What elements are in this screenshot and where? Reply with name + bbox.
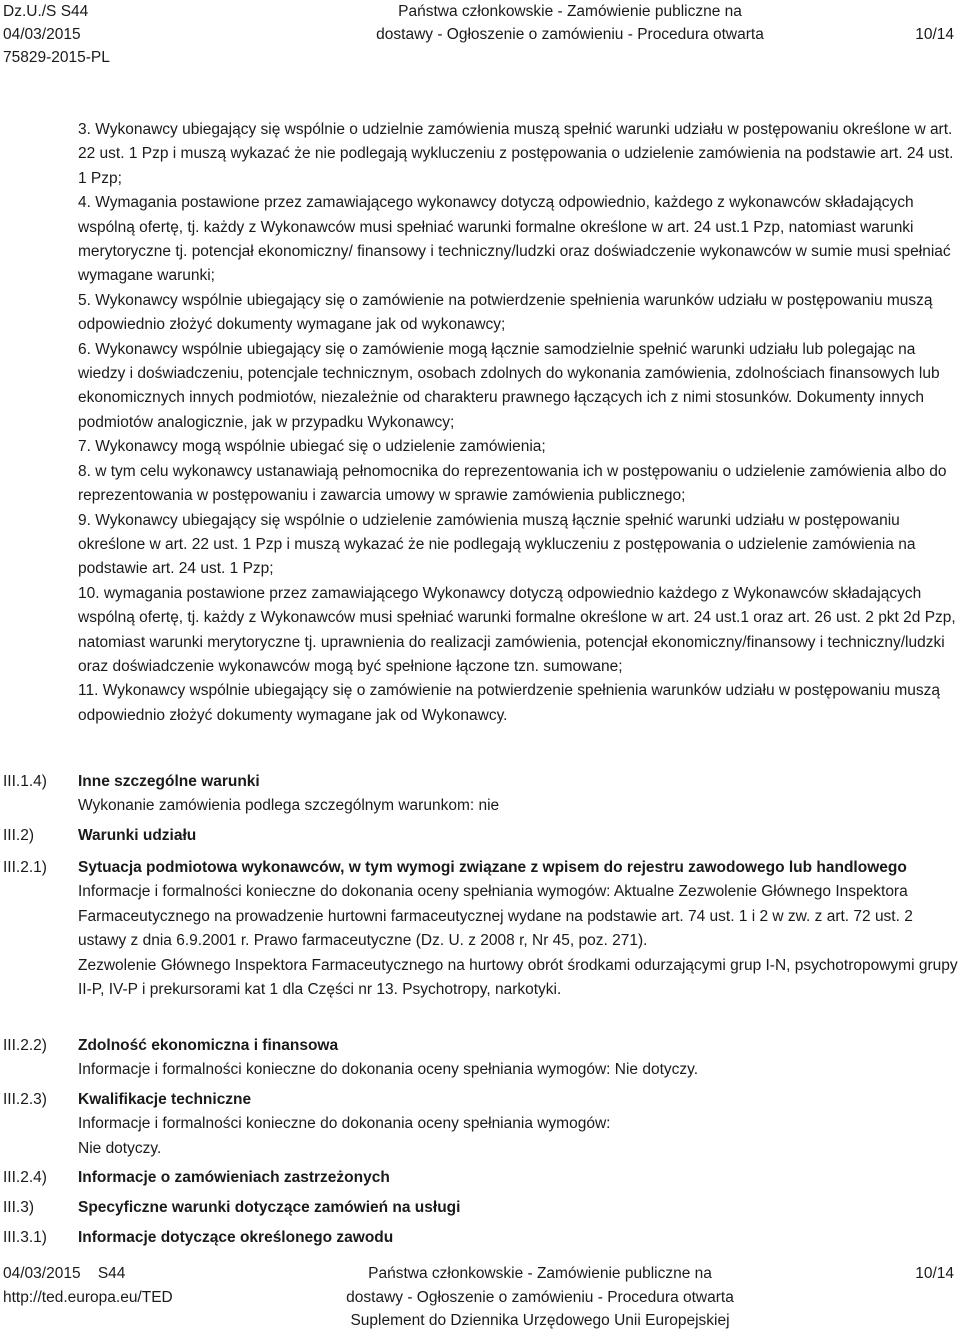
section-title: Kwalifikacje techniczne [78,1091,252,1108]
paragraph-7: 7. Wykonawcy mogą wspólnie ubiegać się o udzielenie zamówienia; [78,438,546,456]
section-personal-situation [78,856,958,1002]
section-text: Nie dotyczy. [78,1139,162,1157]
section-participation-conditions [78,824,958,848]
section-code-iii-2: III.2) [3,827,35,844]
section-text: Wykonanie zamówienia podlega szczególnym warunkom: nie [78,797,500,815]
paragraph-5: 5. Wykonawcy wspólnie ubiegający się o zamówienie na potwierdzenie spełnienia warunków udziału w postępowaniu muszą odpowiednio złożyć dokumenty wymagane jak od wykonawcy; [78,291,933,334]
paragraph-6: 6. Wykonawcy wspólnie ubiegający się o zamówienie mogą łącznie samodzielnie spełnić warunki udziału lub polegając na wiedzy i doświadczeniu, potencjale technicznym, osobach zdolnych do wykonania zamówienia, zdolnościach finansowych lub ekonomicznych innych podmiotów, niezależnie od charakteru prawnego łączących ich z nimi stosunków. Dokumenty innych podmiotów analogicznie, jak w przypadku Wykonawcy; [78,340,940,431]
section-text: Informacje i formalności konieczne do dokonania oceny spełniania wymogów: Aktualne Zezwolenie Głównego Inspektora Farmaceutycznego na prowadzenie hurtowni farmaceutycznej wydane na podstawie art. 74 ust. 1 i 2 w zw. z art. 72 ust. 2 ustawy z dnia 6.9.2001 r. Prawo farmaceutyczne (Dz. U. z 2008 r, Nr 45, poz. 271). [78,883,913,950]
footer-title-line2: dostawy - Ogłoszenie o zamówieniu - Procedura otwarta [346,1288,734,1306]
section-code-iii-3: III.3) [3,1199,35,1216]
footer-title-line3: Suplement do Dziennika Urzędowego Unii Europejskiej [350,1312,730,1329]
header-left [3,0,110,69]
section-title: Warunki udziału [78,827,197,844]
section-code-iii-2-4: III.2.4) [3,1169,47,1186]
header-title [330,0,810,46]
footer-page-number: 10/14 [915,1265,954,1282]
document-id: 75829-2015-PL [3,49,110,66]
section-service-contracts [78,1196,958,1220]
page-footer [0,1262,960,1334]
page-header [0,0,960,70]
paragraph-9: 9. Wykonawcy ubiegający się wspólnie o udzielenie zamówienia muszą łącznie spełnić warunki udziału w postępowaniu określone w art. 22 ust. 1 Pzp i muszą wykazać że nie podlegają wykluczeniu z postępowania o udzielenie zamówienia na podstawie art. 24 ust. 1 Pzp; [78,511,916,578]
section-code-iii-2-2: III.2.2) [3,1037,47,1054]
paragraph-10: 10. wymagania postawione przez zamawiającego Wykonawcy dotyczą odpowiednio każdego z Wykonawców składających wspólną ofertę, tj. każdy z Wykonawców musi spełniać warunki formalne określone w art. 24 ust.1 oraz art. 26 ust. 2 pkt 2d Pzp, natomiast warunki merytoryczne tj. uprawnienia do realizacji zamówienia, potencjał ekonomiczny/finansowy i techniczny/ludzki oraz doświadczenie wykonawców mogą być spełnione łączone tzn. sumowane; [78,584,956,675]
section-code-iii-2-3: III.2.3) [3,1091,47,1108]
header-page-number: 10/14 [915,26,954,43]
footer-title [300,1262,780,1333]
section-text: Zezwolenie Głównego Inspektora Farmaceutycznego na hurtowy obrót środkami odurzającymi grup I-N, psychotropowymi grupy II-P, IV-P i prekursorami kat 1 dla Części nr 13. Psychotropy, narkotyki. [78,956,958,999]
section-code-iii-2-1: III.2.1) [3,859,47,876]
footer-url: http://ted.europa.eu/TED [3,1288,173,1306]
section-title: Zdolność ekonomiczna i finansowa [78,1037,339,1054]
section-text: Informacje i formalności konieczne do dokonania oceny spełniania wymogów: [78,1115,611,1133]
paragraph-4: 4. Wymagania postawione przez zamawiającego wykonawcy dotyczą odpowiednio, każdego z wykonawców składających wspólną ofertę, tj. każdy z Wykonawców musi spełniać warunki formalne określone w art. 24 ust.1 Pzp, natomiast warunki merytoryczne tj. potencjał ekonomiczny/ finansowy i techniczny/ludzki oraz doświadczenie wykonawców w sumie musi spełniać wymagane warunki; [78,194,951,285]
section-title: Inne szczególne warunki [78,773,260,790]
header-title-line2: dostawy - Ogłoszenie o zamówieniu - Procedura otwarta [376,26,764,43]
paragraph-11: 11. Wykonawcy wspólnie ubiegający się o zamówienie na potwierdzenie spełnienia warunków udziału w postępowaniu muszą odpowiednio złożyć dokumenty wymagane jak od Wykonawcy. [78,682,941,724]
paragraph-3: 3. Wykonawcy ubiegający się wspólnie o udzielnie zamówienia muszą spełnić warunki udziału w postępowaniu określone w art. 22 ust. 1 Pzp i muszą wykazać że nie podlegają wykluczeniu z postępowania o udzielenie zamówienia na podstawie art. 24 ust. 1 Pzp; [78,121,954,187]
section-economic-capacity [78,1034,958,1083]
conditions-list [78,118,958,728]
publication-date: 04/03/2015 [3,26,81,43]
section-technical-capacity [78,1088,958,1161]
header-title-line1: Państwa członkowskie - Zamówienie publiczne na [398,3,742,20]
section-title: Informacje dotyczące określonego zawodu [78,1229,394,1246]
footer-date: 04/03/2015 [3,1265,81,1282]
journal-ref: Dz.U./S S44 [3,3,89,20]
footer-title-line1: Państwa członkowskie - Zamówienie publiczne na [368,1265,712,1282]
section-text: Informacje i formalności konieczne do dokonania oceny spełniania wymogów: Nie dotyczy. [78,1061,699,1079]
footer-date-series [3,1262,173,1286]
section-title: Sytuacja podmiotowa wykonawców, w tym wymogi związane z wpisem do rejestru zawodowego lub handlowego [78,859,907,876]
section-reserved-contracts [78,1166,958,1190]
section-particular-profession [78,1226,958,1250]
paragraph-8: 8. w tym celu wykonawcy ustanawiają pełnomocnika do reprezentowania ich w postępowaniu o udzielenie zamówienia albo do reprezentowania w postępowaniu i zawarcia umowy w sprawie zamówienia publicznego; [78,462,947,505]
footer-series: S44 [97,1265,126,1282]
section-title: Specyficzne warunki dotyczące zamówień na usługi [78,1199,461,1216]
section-other-conditions [78,770,958,819]
footer-left [3,1262,173,1309]
section-title: Informacje o zamówieniach zastrzeżonych [78,1169,390,1186]
section-code-iii-1-4: III.1.4) [3,773,47,790]
section-code-iii-3-1: III.3.1) [3,1229,47,1246]
